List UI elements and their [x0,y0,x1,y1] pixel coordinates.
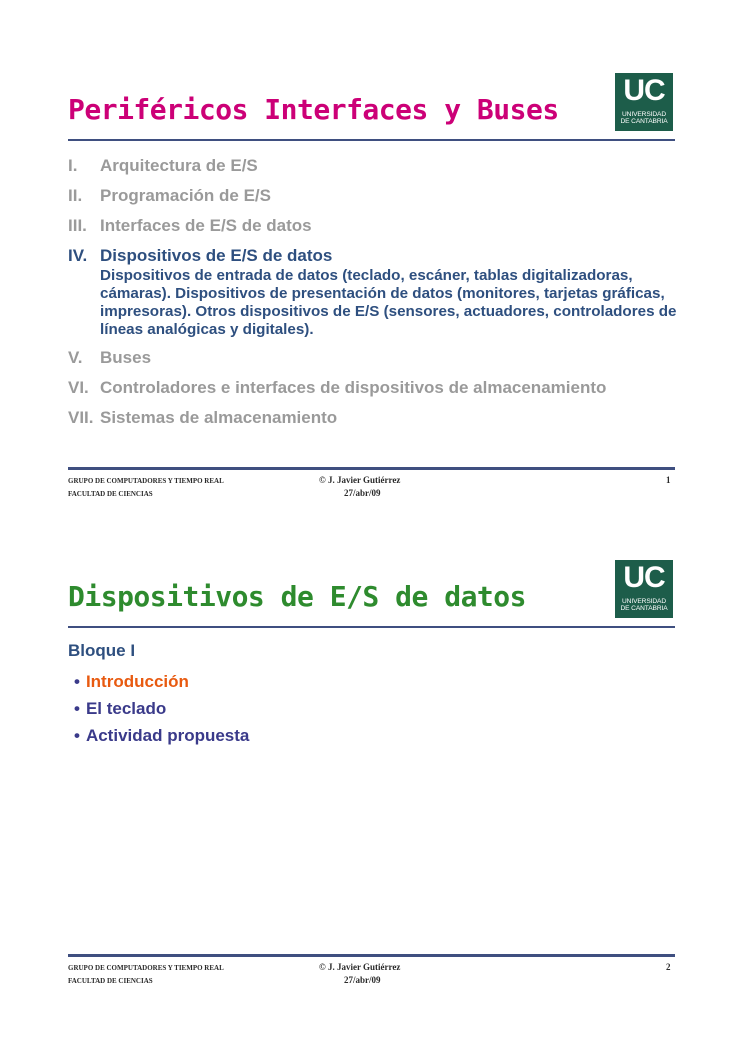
footer-divider [68,954,675,957]
footer-group: GRUPO DE COMPUTADORES Y TIEMPO REAL [68,477,224,485]
logo-line-1: UNIVERSIDAD [622,111,666,118]
logo-line-1: UNIVERSIDAD [622,598,666,605]
title-divider [68,139,675,141]
outline-number: VII. [68,408,94,427]
outline-number: IV. [68,246,88,265]
footer-group: GRUPO DE COMPUTADORES Y TIEMPO REAL [68,964,224,972]
footer-author: © J. Javier Gutiérrez [319,962,401,972]
university-logo [615,73,673,131]
page-number: 1 [666,475,671,485]
outline-number: II. [68,186,83,205]
slide-title: Dispositivos de E/S de datos [68,580,527,613]
topic-label: El teclado [85,699,167,718]
footer-date: 27/abr/09 [344,975,381,985]
topic-label: Actividad propuesta [85,726,250,745]
logo-mark: UC [623,561,665,594]
topic-label: Introducción [85,672,189,691]
outline-number: III. [68,216,87,235]
university-logo [615,560,673,618]
logo-line-2: DE CANTABRIA [620,605,668,612]
page-number: 2 [666,962,671,972]
outline-item [68,154,678,177]
outline-label: Programación de E/S [100,186,271,205]
footer-faculty: FACULTAD DE CIENCIAS [68,977,153,985]
outline-label: Dispositivos de E/S de datos [100,246,333,265]
footer-date: 27/abr/09 [344,488,381,498]
outline-label: Buses [100,348,152,367]
logo-line-2: DE CANTABRIA [620,118,668,125]
topic-list [74,668,249,749]
bullet-icon: • [74,672,80,691]
logo-mark: UC [623,74,665,107]
outline-description: Dispositivos de entrada de datos (teclado, escáner, tablas digitalizadoras, cámaras). Dispositivos de presentación de datos (monitores, tarjetas gráficas, impresoras). Otros dispositivos de E/S (sensores, actuadores, controladores de líneas analógicas y digitales). [100,267,677,338]
outline-item-current [68,244,678,339]
footer-author: © J. Javier Gutiérrez [319,475,401,485]
footer-divider [68,467,675,470]
block-title: Bloque I [68,641,136,660]
bullet-icon: • [74,726,80,745]
bullet-icon: • [74,699,80,718]
outline-number: VI. [68,378,89,397]
course-outline [68,154,678,436]
slide-1 [0,0,744,526]
title-divider [68,626,675,628]
outline-number: I. [68,156,78,175]
slide-title: Periféricos Interfaces y Buses [68,93,559,126]
outline-item [68,406,678,429]
outline-item [68,184,678,207]
outline-label: Controladores e interfaces de dispositivos de almacenamiento [100,378,607,397]
outline-label: Interfaces de E/S de datos [100,216,312,235]
outline-item [68,346,678,369]
outline-label: Arquitectura de E/S [100,156,258,175]
footer-faculty: FACULTAD DE CIENCIAS [68,490,153,498]
topic-item [74,695,249,722]
outline-label: Sistemas de almacenamiento [100,408,338,427]
outline-number: V. [68,348,83,367]
outline-item [68,376,678,399]
topic-item-current [74,668,249,695]
outline-item [68,214,678,237]
topic-item [74,722,249,749]
